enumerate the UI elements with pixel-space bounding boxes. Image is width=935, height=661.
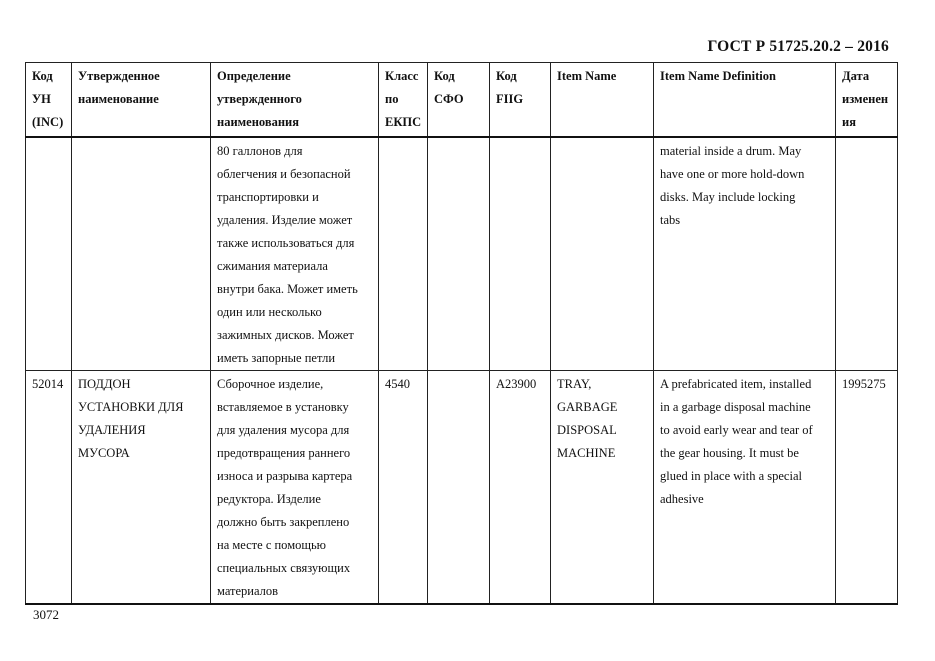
cell-line: УН xyxy=(32,92,51,106)
cell-line: DISPOSAL xyxy=(557,423,617,437)
cell-line: также использоваться для xyxy=(217,236,355,250)
cell-line: tabs xyxy=(660,213,681,227)
cell-line: 80 галлонов для xyxy=(217,144,303,158)
cell-approved-name xyxy=(72,137,211,371)
cell-date xyxy=(836,371,898,605)
header-inc xyxy=(26,63,72,138)
cell-line: A prefabricated item, installed xyxy=(660,377,812,391)
header-sfo xyxy=(428,63,490,138)
cell-line: the gear housing. It must be xyxy=(660,446,799,460)
cell-line: на месте с помощью xyxy=(217,538,327,552)
cell-sfo xyxy=(428,371,490,605)
cell-line: МУСОРА xyxy=(78,446,130,460)
cell-line: внутри бака. Может иметь xyxy=(217,282,358,296)
cell-line: зажимных дисков. Может xyxy=(217,328,354,342)
cell-line: должно быть закреплено xyxy=(217,515,350,529)
cell-line: to avoid early wear and tear of xyxy=(660,423,813,437)
cell-line: специальных связующих xyxy=(217,561,351,575)
cell-line: 4540 xyxy=(385,377,410,391)
cell-line: по xyxy=(385,92,399,106)
cell-line: Определение xyxy=(217,69,291,83)
cell-line: вставляемое в установку xyxy=(217,400,349,414)
cell-line: износа и разрыва картера xyxy=(217,469,353,483)
cell-class xyxy=(379,371,428,605)
cell-line: 1995275 xyxy=(842,377,886,391)
cell-definition-ru xyxy=(211,137,379,371)
cell-line: A23900 xyxy=(496,377,537,391)
cell-item-name xyxy=(551,371,654,605)
cell-line: FIIG xyxy=(496,92,524,106)
cell-line: ия xyxy=(842,115,856,129)
cell-line: TRAY, xyxy=(557,377,592,391)
cell-sfo xyxy=(428,137,490,371)
cell-line: MACHINE xyxy=(557,446,616,460)
cell-line: Класс xyxy=(385,69,419,83)
page-number: 3072 xyxy=(33,607,59,622)
header-definition-ru xyxy=(211,63,379,138)
cell-class xyxy=(379,137,428,371)
table-row xyxy=(26,137,898,371)
cell-inc xyxy=(26,371,72,605)
cell-line: один или несколько xyxy=(217,305,322,319)
cell-line: 52014 xyxy=(32,377,64,391)
cell-line: disks. May include locking xyxy=(660,190,796,204)
cell-definition-ru xyxy=(211,371,379,605)
cell-line: материалов xyxy=(217,584,279,598)
cell-line: редуктора. Изделие xyxy=(217,492,321,506)
cell-fiig xyxy=(490,137,551,371)
cell-line: наименование xyxy=(78,92,159,106)
cell-line: Item Name Definition xyxy=(660,69,776,83)
cell-line: СФО xyxy=(434,92,464,106)
cell-line: Дата xyxy=(842,69,870,83)
cell-line: ПОДДОН xyxy=(78,377,131,391)
cell-line: УДАЛЕНИЯ xyxy=(78,423,146,437)
cell-line: иметь запорные петли xyxy=(217,351,336,365)
cell-line: изменен xyxy=(842,92,889,106)
cell-line: in a garbage disposal machine xyxy=(660,400,811,414)
cell-line: Item Name xyxy=(557,69,617,83)
cell-definition-en xyxy=(654,137,836,371)
cell-line: Код xyxy=(434,69,455,83)
cell-date xyxy=(836,137,898,371)
cell-line: Код xyxy=(496,69,517,83)
cell-inc xyxy=(26,137,72,371)
header-fiig xyxy=(490,63,551,138)
table-header-row xyxy=(26,63,898,138)
header-item-name xyxy=(551,63,654,138)
cell-item-name xyxy=(551,137,654,371)
header-class xyxy=(379,63,428,138)
cell-line: material inside a drum. May xyxy=(660,144,802,158)
cell-line: УСТАНОВКИ ДЛЯ xyxy=(78,400,184,414)
cell-line: ЕКПС xyxy=(385,115,422,129)
cell-line: Утвержденное xyxy=(78,69,160,83)
catalog-table xyxy=(25,62,898,605)
header-date xyxy=(836,63,898,138)
table-row xyxy=(26,371,898,605)
cell-fiig xyxy=(490,371,551,605)
cell-approved-name xyxy=(72,371,211,605)
cell-line: удаления. Изделие может xyxy=(217,213,353,227)
header-item-name-definition xyxy=(654,63,836,138)
cell-line: Сборочное изделие, xyxy=(217,377,324,391)
cell-definition-en xyxy=(654,371,836,605)
cell-line: наименования xyxy=(217,115,300,129)
cell-line: Код xyxy=(32,69,53,83)
cell-line: adhesive xyxy=(660,492,704,506)
cell-line: утвержденного xyxy=(217,92,302,106)
cell-line: have one or more hold-down xyxy=(660,167,805,181)
cell-line: транспортировки и xyxy=(217,190,319,204)
cell-line: предотвращения раннего xyxy=(217,446,351,460)
header-approved-name xyxy=(72,63,211,138)
cell-line: для удаления мусора для xyxy=(217,423,350,437)
cell-line: glued in place with a special xyxy=(660,469,802,483)
cell-line: GARBAGE xyxy=(557,400,618,414)
cell-line: (INC) xyxy=(32,115,64,129)
cell-line: сжимания материала xyxy=(217,259,328,273)
cell-line: облегчения и безопасной xyxy=(217,167,351,181)
standard-title: ГОСТ Р 51725.20.2 – 2016 xyxy=(707,38,889,55)
